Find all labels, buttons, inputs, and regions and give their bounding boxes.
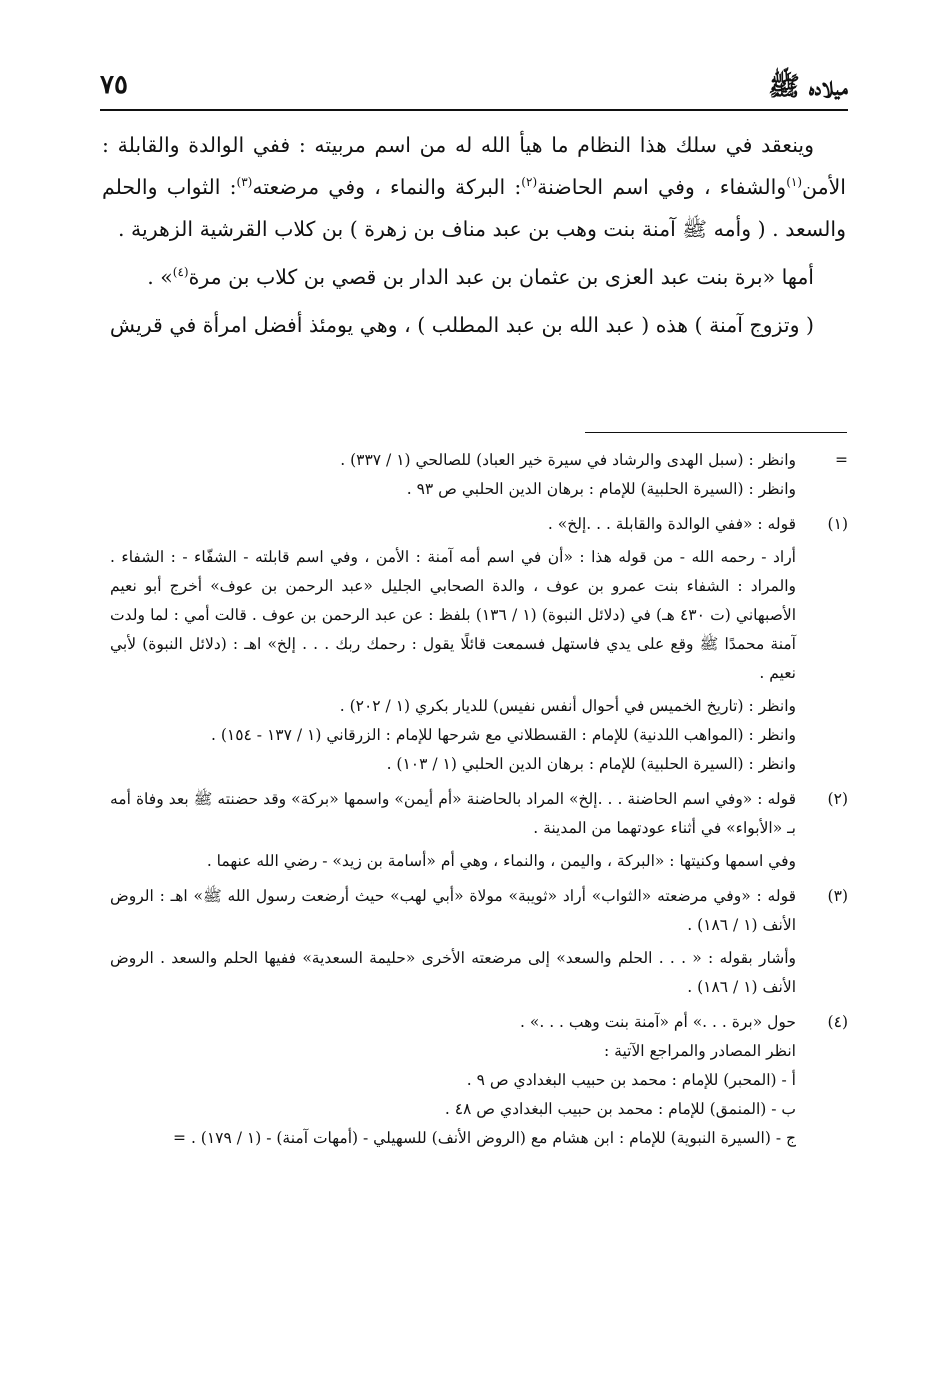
footnote-line: أ - (المحبر) للإمام : محمد بن حبيب البغدادي ص ٩ . [466,1071,796,1089]
footnote-line: وانظر : (السيرة الحلبية) للإمام : برهان الدين الحلبي (١ / ١٠٣) . [386,755,796,773]
footnote-line: أراد - رحمه الله - من قوله هذا : «أن في اسم أمه آمنة : الأمن ، وفي اسم قابلته - الشفّاء - : الشفاء . والمراد : الشفاء بنت عمرو بن عوف ، والدة الصحابي الجليل «عبد الرحمن بن عوف» أخرج أبو نعيم الأصبهاني (ت ٤٣٠ هـ) في (دلائل النبوة) (١ / ١٣٦) بلفظ : عن عبد الرحمن بن عوف . قالت أمي : لما ولدت آمنة محمدًا ﷺ وقع على يدي فاستهل فسمعت قائلًا يقول : رحمك ربك . . . إلخ» اهـ : (دلائل النبوة) لأبي نعيم . [110,548,796,682]
footnote-line: وانظر : (المواهب اللدنية) للإمام : القسطلاني مع شرحها للإمام : الزرقاني (١ / ١٣٧ - ١٥٤) . [210,726,796,744]
page-number: ٧٥ [100,70,128,100]
paragraph-2-text-a: أمها «برة بنت عبد العزى بن عثمان بن عبد الدار بن قصي بن كلاب بن مرة [188,265,814,289]
footnote-line: انظر المصادر والمراجع الآتية : [604,1042,796,1060]
footnote-number: (٣) [827,887,848,905]
footnote-number: (١) [827,515,848,533]
footnote-4 [110,1008,848,1153]
running-title: ميلاده ﷺ [768,72,848,102]
header-rule [100,109,848,111]
footnote-line: وفي اسمها وكنيتها : «البركة ، واليمن ، والنماء ، وهي أم «أسامة بن زيد» - رضي الله عنهما . [206,852,796,870]
footnote-2 [110,785,848,876]
paragraph-1 [102,124,846,250]
footnote-continued [110,446,848,504]
footnote-line: قوله : «وفي اسم الحاضنة . . .إلخ» المراد بالحاضنة «أم أيمن» واسمها «بركة» وقد حضنته ﷺ بعد وفاة أمه بـ «الأبواء» في أثناء عودتهما من المدينة . [110,790,796,837]
footnote-ref-2[interactable]: (٢) [521,175,538,190]
footnote-number: (٢) [827,790,848,808]
footnote-line: وانظر : (سبل الهدى والرشاد في سيرة خير العباد) للصالحي (١ / ٣٣٧) . [340,451,796,469]
footnote-1 [110,510,848,779]
main-text [102,124,846,352]
footnote-3 [110,882,848,1002]
footnote-number: (٤) [827,1013,848,1031]
footnote-line: ج - (السيرة النبوية) للإمام : ابن هشام مع (الروض الأنف) للسهيلي - (أمهات آمنة) - (١ / ١٧٩) . = [173,1129,796,1147]
paragraph-3 [102,304,846,346]
footnote-line: قوله : «وفي مرضعته «الثواب» أراد «ثويبة» مولاة «أبي لهب» حيث أرضعت رسول الله ﷺ» اهـ : الروض الأنف (١ / ١٨٦) . [110,887,796,934]
paragraph-3-text: ( وتزوج آمنة ) هذه ( عبد الله بن عبد المطلب ) ، وهي يومئذ أفضل امرأة في قريش [109,313,814,337]
footnote-marker: = [835,451,848,469]
footnote-ref-3[interactable]: (٣) [236,175,253,190]
paragraph-2-text-b: » . [147,265,173,289]
footnote-line: ب - (المنمق) للإمام : محمد بن حبيب البغدادي ص ٤٨ . [444,1100,796,1118]
footnote-ref-1[interactable]: (١) [786,175,803,190]
footnote-line: حول «برة . . .» أم «آمنة بنت وهب . . .» . [520,1013,796,1031]
footnote-line: وانظر : (تاريخ الخميس في أحوال أنفس نفيس) للديار بكري (١ / ٢٠٢) . [339,697,796,715]
paragraph-1-text-c: : البركة والنماء ، وفي مرضعته [252,175,522,199]
paragraph-1-text-d: : الثواب والحلم والسعد . ( وأمه ﷺ آمنة بنت وهب بن عبد مناف بن زهرة ) بن كلاب القرشية الزهرية . [102,175,846,241]
paragraph-1-text-a: وينعقد في سلك هذا النظام ما هيأ الله له من اسم مربيته : ففي الوالدة والقابلة : الأمن [102,133,846,199]
footnote-line: قوله : «ففي الوالدة والقابلة . . .إلخ» . [547,515,796,533]
footnotes [110,446,848,1159]
footnote-line: وانظر : (السيرة الحلبية) للإمام : برهان الدين الحلبي ص ٩٣ . [406,480,796,498]
footnote-line: وأشار بقوله : « . . . الحلم والسعد» إلى مرضعته الأخرى «حليمة السعدية» ففيها الحلم والسعد . الروض الأنف (١ / ١٨٦) . [110,949,796,996]
footnote-ref-4[interactable]: (٤) [172,265,189,280]
paragraph-1-text-b: والشفاء ، وفي اسم الحاضنة [537,175,787,199]
page-header [100,64,848,108]
footnote-separator [585,432,847,433]
paragraph-2 [102,256,846,298]
